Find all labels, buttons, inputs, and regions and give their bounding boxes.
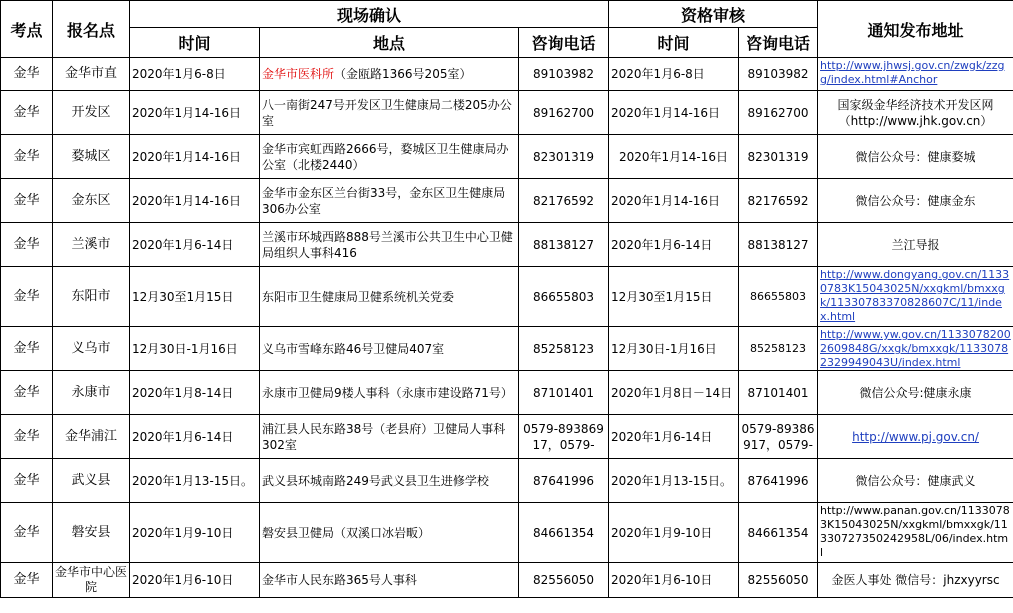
cell-place: 八一南街247号开发区卫生健康局二楼205办公室 (260, 91, 519, 135)
cell-kaodian: 金华 (1, 135, 53, 179)
cell-baomingdian: 金华浦江 (53, 415, 130, 459)
cell-time-2: 2020年1月13-15日。 (609, 459, 739, 503)
cell-baomingdian: 金华市中心医院 (53, 563, 130, 598)
cell-notice (818, 327, 1013, 371)
cell-kaodian: 金华 (1, 371, 53, 415)
cell-time-2: 2020年1月6-14日 (609, 223, 739, 267)
cell-phone: 82176592 (519, 179, 609, 223)
cell-baomingdian: 金东区 (53, 179, 130, 223)
cell-kaodian: 金华 (1, 91, 53, 135)
table-row (1, 327, 1013, 371)
cell-place: 金华市人民东路365号人事科 (260, 563, 519, 598)
col-header-tongzhi: 通知发布地址 (818, 1, 1013, 58)
col-header-time: 时间 (130, 28, 260, 58)
cell-phone-2: 88138127 (739, 223, 818, 267)
notice-text: http://www.panan.gov.cn/11330783K15043025N/xxgkml/bmxxgk/11330727350242958L/06/index.html (820, 504, 1010, 559)
cell-phone-2: 87101401 (739, 371, 818, 415)
cell-phone: 86655803 (519, 267, 609, 327)
cell-time-2: 12月30日-1月16日 (609, 327, 739, 371)
cell-baomingdian: 武义县 (53, 459, 130, 503)
cell-kaodian: 金华 (1, 223, 53, 267)
cell-kaodian: 金华 (1, 563, 53, 598)
cell-place: 浦江县人民东路38号（老县府）卫健局人事科302室 (260, 415, 519, 459)
cell-phone: 82556050 (519, 563, 609, 598)
cell-time-2: 2020年1月6-8日 (609, 58, 739, 91)
cell-notice: 微信公众号：健康婺城 (818, 135, 1013, 179)
cell-time-2: 2020年1月14-16日 (609, 135, 739, 179)
table-row (1, 459, 1013, 503)
cell-time: 2020年1月6-14日 (130, 415, 260, 459)
cell-notice (818, 58, 1013, 91)
cell-time-2: 2020年1月6-10日 (609, 563, 739, 598)
cell-baomingdian: 东阳市 (53, 267, 130, 327)
col-header-time-2: 时间 (609, 28, 739, 58)
cell-time: 2020年1月14-16日 (130, 91, 260, 135)
cell-time-2: 12月30至1月15日 (609, 267, 739, 327)
cell-notice: 微信公众号:健康永康 (818, 371, 1013, 415)
cell-baomingdian: 永康市 (53, 371, 130, 415)
cell-time: 2020年1月9-10日 (130, 503, 260, 563)
place-text: （金瓯路1366号205室） (334, 67, 472, 81)
cell-notice: 兰江导报 (818, 223, 1013, 267)
cell-phone: 89162700 (519, 91, 609, 135)
col-header-phone-2: 咨询电话 (739, 28, 818, 58)
phone-text-2: 0579-89386917，0579- (741, 421, 815, 452)
cell-phone: 89103982 (519, 58, 609, 91)
cell-phone: 87101401 (519, 371, 609, 415)
cell-phone-2: 82176592 (739, 179, 818, 223)
table-row (1, 135, 1013, 179)
cell-kaodian: 金华 (1, 58, 53, 91)
cell-place: 永康市卫健局9楼人事科（永康市建设路71号） (260, 371, 519, 415)
cell-kaodian: 金华 (1, 327, 53, 371)
cell-time: 2020年1月6-8日 (130, 58, 260, 91)
cell-phone-2: 89162700 (739, 91, 818, 135)
cell-place: 义乌市雪峰东路46号卫健局407室 (260, 327, 519, 371)
cell-notice: 微信公众号：健康武义 (818, 459, 1013, 503)
cell-place: 金华市宾虹西路2666号，婺城区卫生健康局办公室（北楼2440） (260, 135, 519, 179)
phone-text: 0579-89386917，0579- (523, 421, 604, 452)
cell-place: 金华市金东区兰台街33号，金东区卫生健康局306办公室 (260, 179, 519, 223)
cell-baomingdian: 磐安县 (53, 503, 130, 563)
cell-phone-2: 86655803 (739, 267, 818, 327)
cell-baomingdian: 开发区 (53, 91, 130, 135)
cell-phone: 84661354 (519, 503, 609, 563)
table-row (1, 415, 1013, 459)
cell-notice: 微信公众号：健康金东 (818, 179, 1013, 223)
cell-time-2: 2020年1月6-14日 (609, 415, 739, 459)
cell-kaodian: 金华 (1, 459, 53, 503)
cell-notice (818, 415, 1013, 459)
cell-notice (818, 267, 1013, 327)
cell-phone: 82301319 (519, 135, 609, 179)
cell-baomingdian: 兰溪市 (53, 223, 130, 267)
group-header-xianchang: 现场确认 (130, 1, 609, 28)
cell-notice: 金医人事处 微信号：jhzxyyrsc (818, 563, 1013, 598)
cell-kaodian: 金华 (1, 267, 53, 327)
table-row (1, 267, 1013, 327)
place-highlight: 金华市医科所 (262, 67, 335, 81)
notice-link[interactable]: http://www.jhwsj.gov.cn/zwgk/zzgg/index.html#Anchor (820, 59, 1005, 86)
notice-link[interactable]: http://www.pj.gov.cn/ (852, 429, 979, 444)
table-row (1, 223, 1013, 267)
cell-place: 兰溪市环城西路888号兰溪市公共卫生中心卫健局组织人事科416 (260, 223, 519, 267)
cell-time: 12月30至1月15日 (130, 267, 260, 327)
cell-phone-2: 82556050 (739, 563, 818, 598)
table-row (1, 91, 1013, 135)
cell-phone-2: 89103982 (739, 58, 818, 91)
cell-phone-2: 84661354 (739, 503, 818, 563)
cell-phone-2 (739, 415, 818, 459)
cell-time: 2020年1月14-16日 (130, 135, 260, 179)
cell-time-2: 2020年1月14-16日 (609, 179, 739, 223)
col-header-place: 地点 (260, 28, 519, 58)
cell-phone-2: 87641996 (739, 459, 818, 503)
cell-phone: 85258123 (519, 327, 609, 371)
col-header-baomingdian: 报名点 (53, 1, 130, 58)
cell-place: 东阳市卫生健康局卫健系统机关党委 (260, 267, 519, 327)
table-row (1, 503, 1013, 563)
cell-baomingdian: 婺城区 (53, 135, 130, 179)
table-row (1, 371, 1013, 415)
col-header-phone: 咨询电话 (519, 28, 609, 58)
cell-time-2: 2020年1月8日－14日 (609, 371, 739, 415)
notice-link[interactable]: http://www.yw.gov.cn/11330782002609848G/xxgk/bmxxgk/11330782329949043U/index.html (820, 328, 1011, 369)
cell-baomingdian: 义乌市 (53, 327, 130, 371)
cell-place: 武义县环城南路249号武义县卫生进修学校 (260, 459, 519, 503)
cell-time: 2020年1月8-14日 (130, 371, 260, 415)
col-header-kaodian: 考点 (1, 1, 53, 58)
cell-phone: 88138127 (519, 223, 609, 267)
cell-place (260, 58, 519, 91)
cell-time-2: 2020年1月9-10日 (609, 503, 739, 563)
cell-kaodian: 金华 (1, 415, 53, 459)
cell-kaodian: 金华 (1, 179, 53, 223)
table-row (1, 179, 1013, 223)
cell-phone (519, 415, 609, 459)
table-row (1, 563, 1013, 598)
cell-baomingdian: 金华市直 (53, 58, 130, 91)
group-header-zige: 资格审核 (609, 1, 818, 28)
cell-time: 12月30日-1月16日 (130, 327, 260, 371)
cell-time: 2020年1月14-16日 (130, 179, 260, 223)
cell-phone-2: 82301319 (739, 135, 818, 179)
header-row-1 (1, 1, 1013, 28)
cell-notice (818, 503, 1013, 563)
cell-time: 2020年1月6-14日 (130, 223, 260, 267)
table-row (1, 58, 1013, 91)
cell-phone: 87641996 (519, 459, 609, 503)
cell-phone-2: 85258123 (739, 327, 818, 371)
cell-time: 2020年1月6-10日 (130, 563, 260, 598)
cell-time: 2020年1月13-15日。 (130, 459, 260, 503)
cell-notice: 国家级金华经济技术开发区网（http://www.jhk.gov.cn） (818, 91, 1013, 135)
cell-place: 磐安县卫健局（双溪口冰岩畈） (260, 503, 519, 563)
cell-time-2: 2020年1月14-16日 (609, 91, 739, 135)
cell-kaodian: 金华 (1, 503, 53, 563)
notice-link[interactable]: http://www.dongyang.gov.cn/11330783K15043025N/xxgkml/bmxxgk/11330783370828607C/11/index.html (820, 268, 1010, 323)
